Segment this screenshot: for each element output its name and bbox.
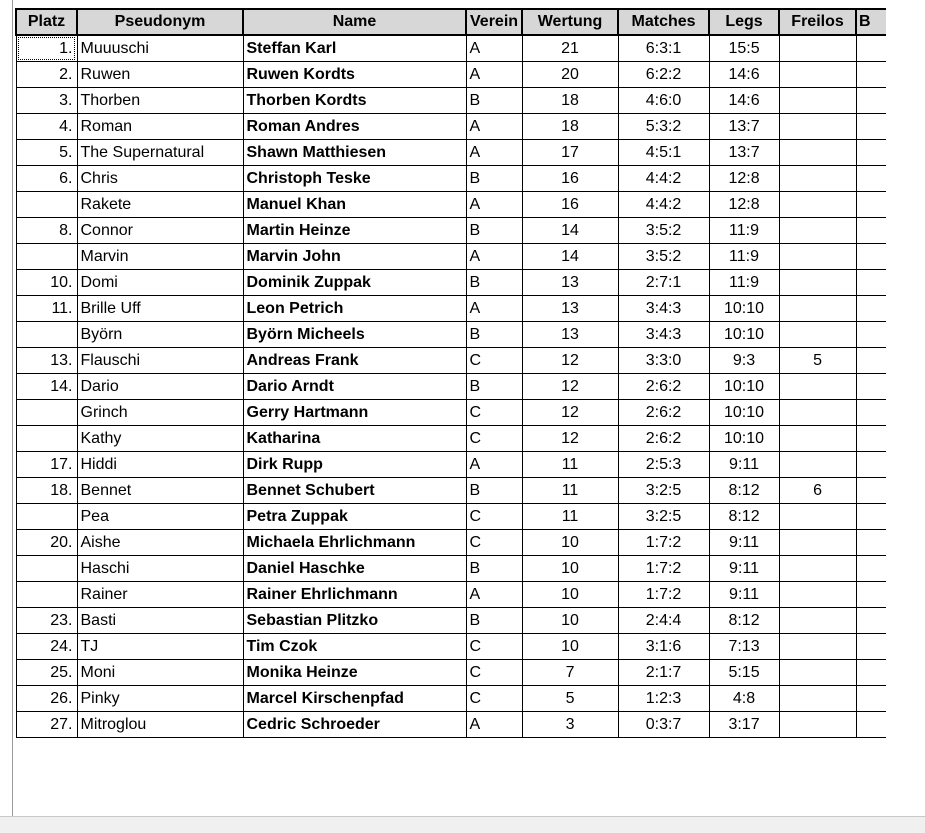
header-pseudonym[interactable]: Pseudonym <box>77 9 243 35</box>
cell-verein[interactable]: A <box>466 114 522 140</box>
table-row <box>16 114 886 140</box>
cell-verein[interactable]: C <box>466 530 522 556</box>
cell-name[interactable]: Shawn Matthiesen <box>243 140 466 166</box>
table-row <box>16 88 886 114</box>
cell-freilos[interactable] <box>779 322 856 348</box>
cell-freilos[interactable] <box>779 62 856 88</box>
cell-platz[interactable]: 5. <box>16 140 77 166</box>
cell-verein[interactable]: A <box>466 296 522 322</box>
cell-pseudonym[interactable]: Marvin <box>77 244 243 270</box>
cell-platz[interactable]: 26. <box>16 686 77 712</box>
cell-matches[interactable]: 4:6:0 <box>618 88 709 114</box>
cell-platz[interactable]: 10. <box>16 270 77 296</box>
table-row <box>16 322 886 348</box>
standings-table <box>15 8 886 738</box>
cell-pseudonym[interactable]: Kathy <box>77 426 243 452</box>
cell-legs[interactable]: 8:12 <box>709 608 779 634</box>
table-row <box>16 660 886 686</box>
cell-wertung[interactable]: 5 <box>522 686 618 712</box>
cell-wertung[interactable]: 10 <box>522 608 618 634</box>
cell-name[interactable]: Tim Czok <box>243 634 466 660</box>
cell-name[interactable]: Dirk Rupp <box>243 452 466 478</box>
cell-pseudonym[interactable]: Aishe <box>77 530 243 556</box>
cell-b[interactable] <box>856 478 886 504</box>
table-row <box>16 478 886 504</box>
cell-platz[interactable]: 8. <box>16 218 77 244</box>
cell-b[interactable] <box>856 556 886 582</box>
cell-name[interactable]: Thorben Kordts <box>243 88 466 114</box>
cell-matches[interactable]: 3:5:2 <box>618 218 709 244</box>
cell-wertung[interactable]: 14 <box>522 218 618 244</box>
cell-matches[interactable]: 1:7:2 <box>618 582 709 608</box>
table-row <box>16 270 886 296</box>
cell-freilos[interactable] <box>779 582 856 608</box>
cell-legs[interactable]: 10:10 <box>709 296 779 322</box>
table-row <box>16 686 886 712</box>
cell-name[interactable]: Byörn Micheels <box>243 322 466 348</box>
cell-platz[interactable] <box>16 322 77 348</box>
cell-verein[interactable]: B <box>466 478 522 504</box>
header-platz[interactable]: Platz <box>16 9 77 35</box>
cell-wertung[interactable]: 10 <box>522 530 618 556</box>
cell-name[interactable]: Bennet Schubert <box>243 478 466 504</box>
cell-wertung[interactable]: 21 <box>522 35 618 62</box>
cell-wertung[interactable]: 11 <box>522 478 618 504</box>
cell-freilos[interactable] <box>779 530 856 556</box>
table-row <box>16 530 886 556</box>
cell-pseudonym[interactable]: Byörn <box>77 322 243 348</box>
cell-wertung[interactable]: 12 <box>522 374 618 400</box>
cell-verein[interactable]: B <box>466 556 522 582</box>
cell-matches[interactable]: 2:7:1 <box>618 270 709 296</box>
cell-legs[interactable]: 4:8 <box>709 686 779 712</box>
header-freilos[interactable]: Freilos <box>779 9 856 35</box>
cell-wertung[interactable]: 20 <box>522 62 618 88</box>
cell-platz[interactable]: 2. <box>16 62 77 88</box>
cell-matches[interactable]: 1:7:2 <box>618 530 709 556</box>
cell-name[interactable]: Dominik Zuppak <box>243 270 466 296</box>
cell-wertung[interactable]: 10 <box>522 634 618 660</box>
cell-name[interactable]: Steffan Karl <box>243 35 466 62</box>
cell-freilos[interactable] <box>779 660 856 686</box>
cell-b[interactable] <box>856 530 886 556</box>
cell-freilos[interactable] <box>779 452 856 478</box>
cell-b[interactable] <box>856 35 886 62</box>
cell-verein[interactable]: B <box>466 374 522 400</box>
table-row <box>16 218 886 244</box>
cell-legs[interactable]: 8:12 <box>709 504 779 530</box>
cell-pseudonym[interactable]: Basti <box>77 608 243 634</box>
cell-wertung[interactable]: 12 <box>522 348 618 374</box>
cell-platz[interactable]: 18. <box>16 478 77 504</box>
table-row <box>16 192 886 218</box>
cell-freilos[interactable] <box>779 400 856 426</box>
cell-pseudonym[interactable]: Grinch <box>77 400 243 426</box>
cell-legs[interactable]: 13:7 <box>709 114 779 140</box>
cell-wertung[interactable]: 11 <box>522 452 618 478</box>
cell-pseudonym[interactable]: The Supernatural <box>77 140 243 166</box>
table-row <box>16 452 886 478</box>
table-row <box>16 582 886 608</box>
cell-freilos[interactable] <box>779 244 856 270</box>
cell-pseudonym[interactable]: Rakete <box>77 192 243 218</box>
cell-b[interactable] <box>856 426 886 452</box>
cell-matches[interactable]: 2:6:2 <box>618 374 709 400</box>
cell-name[interactable]: Manuel Khan <box>243 192 466 218</box>
cell-legs[interactable]: 14:6 <box>709 88 779 114</box>
cell-matches[interactable]: 4:5:1 <box>618 140 709 166</box>
cell-name[interactable]: Marcel Kirschenpfad <box>243 686 466 712</box>
cell-pseudonym[interactable]: Brille Uff <box>77 296 243 322</box>
cell-matches[interactable]: 6:2:2 <box>618 62 709 88</box>
cell-verein[interactable]: A <box>466 582 522 608</box>
cell-name[interactable]: Andreas Frank <box>243 348 466 374</box>
cell-verein[interactable]: B <box>466 166 522 192</box>
cell-legs[interactable]: 9:11 <box>709 530 779 556</box>
table-row <box>16 634 886 660</box>
cell-legs[interactable]: 12:8 <box>709 192 779 218</box>
cell-platz[interactable]: 1. <box>16 35 77 62</box>
cell-platz[interactable]: 3. <box>16 88 77 114</box>
cell-legs[interactable]: 7:13 <box>709 634 779 660</box>
cell-pseudonym[interactable]: Dario <box>77 374 243 400</box>
cell-platz[interactable] <box>16 582 77 608</box>
cell-legs[interactable]: 9:11 <box>709 452 779 478</box>
cell-matches[interactable]: 3:3:0 <box>618 348 709 374</box>
cell-legs[interactable]: 11:9 <box>709 270 779 296</box>
cell-platz[interactable]: 13. <box>16 348 77 374</box>
cell-verein[interactable]: B <box>466 322 522 348</box>
cell-pseudonym[interactable]: Muuuschi <box>77 35 243 62</box>
cell-freilos[interactable]: 5 <box>779 348 856 374</box>
cell-b[interactable] <box>856 400 886 426</box>
header-b[interactable]: B <box>856 9 886 35</box>
cell-wertung[interactable]: 18 <box>522 88 618 114</box>
cell-b[interactable] <box>856 452 886 478</box>
cell-platz[interactable] <box>16 426 77 452</box>
cell-verein[interactable]: A <box>466 244 522 270</box>
header-name[interactable]: Name <box>243 9 466 35</box>
cell-freilos[interactable] <box>779 166 856 192</box>
cell-name[interactable]: Sebastian Plitzko <box>243 608 466 634</box>
cell-freilos[interactable] <box>779 35 856 62</box>
cell-verein[interactable]: C <box>466 426 522 452</box>
cell-verein[interactable]: A <box>466 192 522 218</box>
cell-legs[interactable]: 11:9 <box>709 244 779 270</box>
cell-legs[interactable]: 5:15 <box>709 660 779 686</box>
cell-verein[interactable]: C <box>466 400 522 426</box>
cell-matches[interactable]: 3:5:2 <box>618 244 709 270</box>
cell-legs[interactable]: 14:6 <box>709 62 779 88</box>
cell-verein[interactable]: C <box>466 504 522 530</box>
cell-b[interactable] <box>856 582 886 608</box>
cell-freilos[interactable] <box>779 114 856 140</box>
cell-platz[interactable] <box>16 400 77 426</box>
cell-matches[interactable]: 3:2:5 <box>618 504 709 530</box>
cell-platz[interactable]: 24. <box>16 634 77 660</box>
cell-pseudonym[interactable]: Pea <box>77 504 243 530</box>
cell-pseudonym[interactable]: Ruwen <box>77 62 243 88</box>
cell-legs[interactable]: 3:17 <box>709 712 779 738</box>
cell-legs[interactable]: 12:8 <box>709 166 779 192</box>
cell-verein[interactable]: C <box>466 660 522 686</box>
cell-wertung[interactable]: 16 <box>522 166 618 192</box>
header-legs[interactable]: Legs <box>709 9 779 35</box>
cell-legs[interactable]: 11:9 <box>709 218 779 244</box>
table-row <box>16 296 886 322</box>
cell-matches[interactable]: 2:5:3 <box>618 452 709 478</box>
cell-wertung[interactable]: 17 <box>522 140 618 166</box>
left-divider <box>12 0 13 833</box>
cell-legs[interactable]: 10:10 <box>709 426 779 452</box>
cell-matches[interactable]: 2:6:2 <box>618 400 709 426</box>
cell-b[interactable] <box>856 660 886 686</box>
table-row <box>16 504 886 530</box>
cell-platz[interactable]: 17. <box>16 452 77 478</box>
cell-b[interactable] <box>856 62 886 88</box>
cell-matches[interactable]: 3:4:3 <box>618 322 709 348</box>
cell-wertung[interactable]: 14 <box>522 244 618 270</box>
cell-wertung[interactable]: 10 <box>522 582 618 608</box>
cell-wertung[interactable]: 13 <box>522 296 618 322</box>
cell-verein[interactable]: B <box>466 218 522 244</box>
cell-wertung[interactable]: 11 <box>522 504 618 530</box>
cell-wertung[interactable]: 12 <box>522 426 618 452</box>
cell-name[interactable]: Daniel Haschke <box>243 556 466 582</box>
cell-name[interactable]: Roman Andres <box>243 114 466 140</box>
cell-legs[interactable]: 9:3 <box>709 348 779 374</box>
cell-matches[interactable]: 2:6:2 <box>618 426 709 452</box>
table-row <box>16 348 886 374</box>
cell-freilos[interactable] <box>779 270 856 296</box>
cell-freilos[interactable] <box>779 296 856 322</box>
cell-freilos[interactable] <box>779 426 856 452</box>
cell-name[interactable]: Gerry Hartmann <box>243 400 466 426</box>
cell-name[interactable]: Marvin John <box>243 244 466 270</box>
cell-freilos[interactable] <box>779 140 856 166</box>
cell-freilos[interactable] <box>779 504 856 530</box>
cell-verein[interactable]: C <box>466 634 522 660</box>
cell-wertung[interactable]: 13 <box>522 322 618 348</box>
cell-b[interactable] <box>856 88 886 114</box>
cell-b[interactable] <box>856 374 886 400</box>
cell-b[interactable] <box>856 608 886 634</box>
cell-legs[interactable]: 8:12 <box>709 478 779 504</box>
cell-pseudonym[interactable]: Moni <box>77 660 243 686</box>
cell-platz[interactable]: 14. <box>16 374 77 400</box>
cell-platz[interactable] <box>16 504 77 530</box>
cell-b[interactable] <box>856 244 886 270</box>
cell-verein[interactable]: A <box>466 712 522 738</box>
cell-platz[interactable]: 11. <box>16 296 77 322</box>
cell-verein[interactable]: A <box>466 62 522 88</box>
cell-verein[interactable]: C <box>466 348 522 374</box>
cell-name[interactable]: Rainer Ehrlichmann <box>243 582 466 608</box>
cell-pseudonym[interactable]: Roman <box>77 114 243 140</box>
cell-name[interactable]: Petra Zuppak <box>243 504 466 530</box>
cell-name[interactable]: Dario Arndt <box>243 374 466 400</box>
cell-verein[interactable]: A <box>466 140 522 166</box>
cell-name[interactable]: Cedric Schroeder <box>243 712 466 738</box>
cell-verein[interactable]: A <box>466 452 522 478</box>
cell-verein[interactable]: B <box>466 608 522 634</box>
cell-b[interactable] <box>856 712 886 738</box>
cell-matches[interactable]: 4:4:2 <box>618 166 709 192</box>
header-row <box>16 9 886 35</box>
table-row <box>16 712 886 738</box>
cell-pseudonym[interactable]: TJ <box>77 634 243 660</box>
cell-pseudonym[interactable]: Mitroglou <box>77 712 243 738</box>
cell-matches[interactable]: 3:2:5 <box>618 478 709 504</box>
cell-verein[interactable]: C <box>466 686 522 712</box>
table-row <box>16 166 886 192</box>
cell-legs[interactable]: 9:11 <box>709 582 779 608</box>
cell-pseudonym[interactable]: Flauschi <box>77 348 243 374</box>
table-row <box>16 608 886 634</box>
cell-pseudonym[interactable]: Bennet <box>77 478 243 504</box>
cell-matches[interactable]: 2:4:4 <box>618 608 709 634</box>
cell-verein[interactable]: B <box>466 88 522 114</box>
cell-wertung[interactable]: 10 <box>522 556 618 582</box>
cell-b[interactable] <box>856 322 886 348</box>
cell-legs[interactable]: 15:5 <box>709 35 779 62</box>
cell-b[interactable] <box>856 140 886 166</box>
cell-wertung[interactable]: 13 <box>522 270 618 296</box>
cell-matches[interactable]: 3:1:6 <box>618 634 709 660</box>
cell-wertung[interactable]: 3 <box>522 712 618 738</box>
cell-matches[interactable]: 0:3:7 <box>618 712 709 738</box>
cell-platz[interactable]: 4. <box>16 114 77 140</box>
cell-name[interactable]: Ruwen Kordts <box>243 62 466 88</box>
table-row <box>16 35 886 62</box>
table-row <box>16 400 886 426</box>
cell-matches[interactable]: 2:1:7 <box>618 660 709 686</box>
cell-legs[interactable]: 13:7 <box>709 140 779 166</box>
cell-matches[interactable]: 5:3:2 <box>618 114 709 140</box>
cell-verein[interactable]: A <box>466 35 522 62</box>
cell-platz[interactable] <box>16 244 77 270</box>
cell-name[interactable]: Monika Heinze <box>243 660 466 686</box>
cell-platz[interactable]: 27. <box>16 712 77 738</box>
cell-b[interactable] <box>856 296 886 322</box>
table-row <box>16 556 886 582</box>
table-row <box>16 140 886 166</box>
cell-platz[interactable]: 20. <box>16 530 77 556</box>
header-matches[interactable]: Matches <box>618 9 709 35</box>
cell-freilos[interactable]: 6 <box>779 478 856 504</box>
cell-wertung[interactable]: 16 <box>522 192 618 218</box>
cell-matches[interactable]: 1:2:3 <box>618 686 709 712</box>
cell-platz[interactable] <box>16 556 77 582</box>
cell-name[interactable]: Michaela Ehrlichmann <box>243 530 466 556</box>
cell-platz[interactable]: 23. <box>16 608 77 634</box>
cell-name[interactable]: Katharina <box>243 426 466 452</box>
cell-pseudonym[interactable]: Connor <box>77 218 243 244</box>
cell-pseudonym[interactable]: Thorben <box>77 88 243 114</box>
table-row <box>16 374 886 400</box>
cell-verein[interactable]: B <box>466 270 522 296</box>
cell-name[interactable]: Leon Petrich <box>243 296 466 322</box>
cell-freilos[interactable] <box>779 374 856 400</box>
cell-b[interactable] <box>856 270 886 296</box>
cell-b[interactable] <box>856 192 886 218</box>
cell-platz[interactable] <box>16 192 77 218</box>
cell-name[interactable]: Martin Heinze <box>243 218 466 244</box>
cell-name[interactable]: Christoph Teske <box>243 166 466 192</box>
cell-freilos[interactable] <box>779 712 856 738</box>
cell-platz[interactable]: 25. <box>16 660 77 686</box>
cell-pseudonym[interactable]: Rainer <box>77 582 243 608</box>
cell-b[interactable] <box>856 634 886 660</box>
cell-matches[interactable]: 6:3:1 <box>618 35 709 62</box>
cell-freilos[interactable] <box>779 192 856 218</box>
cell-matches[interactable]: 4:4:2 <box>618 192 709 218</box>
status-bar <box>0 816 925 833</box>
table-row <box>16 244 886 270</box>
cell-wertung[interactable]: 18 <box>522 114 618 140</box>
cell-pseudonym[interactable]: Chris <box>77 166 243 192</box>
cell-wertung[interactable]: 7 <box>522 660 618 686</box>
cell-freilos[interactable] <box>779 686 856 712</box>
cell-legs[interactable]: 9:11 <box>709 556 779 582</box>
cell-wertung[interactable]: 12 <box>522 400 618 426</box>
standings-table-wrap <box>15 8 886 738</box>
cell-b[interactable] <box>856 218 886 244</box>
cell-legs[interactable]: 10:10 <box>709 322 779 348</box>
cell-platz[interactable]: 6. <box>16 166 77 192</box>
header-wertung[interactable]: Wertung <box>522 9 618 35</box>
header-verein[interactable]: Verein <box>466 9 522 35</box>
cell-freilos[interactable] <box>779 608 856 634</box>
cell-legs[interactable]: 10:10 <box>709 374 779 400</box>
cell-freilos[interactable] <box>779 556 856 582</box>
cell-freilos[interactable] <box>779 634 856 660</box>
cell-pseudonym[interactable]: Pinky <box>77 686 243 712</box>
cell-pseudonym[interactable]: Haschi <box>77 556 243 582</box>
cell-b[interactable] <box>856 686 886 712</box>
cell-b[interactable] <box>856 114 886 140</box>
cell-b[interactable] <box>856 166 886 192</box>
cell-b[interactable] <box>856 504 886 530</box>
cell-freilos[interactable] <box>779 88 856 114</box>
cell-b[interactable] <box>856 348 886 374</box>
cell-matches[interactable]: 3:4:3 <box>618 296 709 322</box>
cell-pseudonym[interactable]: Hiddi <box>77 452 243 478</box>
table-row <box>16 426 886 452</box>
cell-freilos[interactable] <box>779 218 856 244</box>
table-row <box>16 62 886 88</box>
cell-matches[interactable]: 1:7:2 <box>618 556 709 582</box>
cell-pseudonym[interactable]: Domi <box>77 270 243 296</box>
cell-legs[interactable]: 10:10 <box>709 400 779 426</box>
